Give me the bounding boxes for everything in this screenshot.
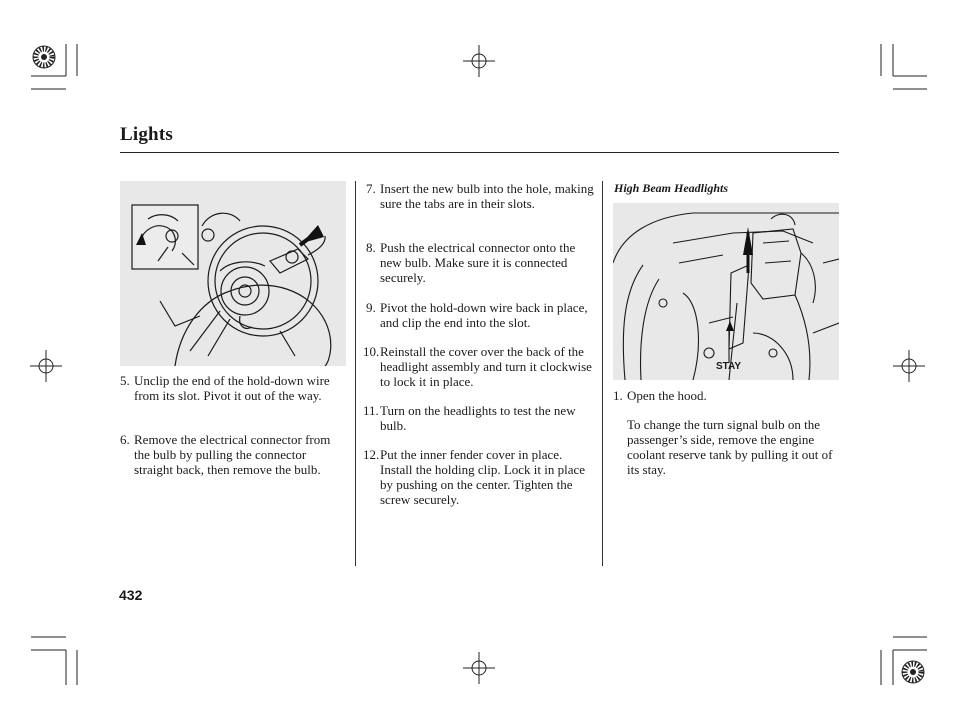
step-text: Insert the new bulb into the hole, making sure the tabs are in their slots. [380, 181, 594, 211]
step-text: Push the electrical connector onto the new bulb. Make sure it is connected securely. [380, 240, 576, 285]
turn-signal-note: To change the turn signal bulb on the passenger’s side, remove the engine coolant reserve tank by pulling it out of its stay. [627, 417, 833, 477]
step-11 [363, 403, 596, 433]
step-number: 5. [120, 373, 130, 388]
step-1 [613, 388, 838, 403]
step-number: 12. [363, 447, 380, 462]
step-text: Open the hood. [627, 388, 707, 403]
step-number: 11. [363, 403, 379, 418]
step-7 [366, 181, 596, 211]
step-number: 7. [366, 181, 376, 196]
title-divider [120, 152, 839, 153]
step-number: 1. [613, 388, 623, 403]
step-8 [366, 240, 596, 285]
coolant-tank-illustration [613, 203, 839, 380]
column-divider-2 [602, 181, 603, 566]
page-number: 432 [119, 587, 143, 603]
step-9 [366, 300, 598, 330]
step-12 [363, 447, 596, 507]
step-number: 9. [366, 300, 376, 315]
step-10 [363, 344, 596, 389]
step-text: Put the inner fender cover in place. Install the holding clip. Lock it in place by pushing on the center. Tighten the screw securely. [380, 447, 586, 507]
step-text: Pivot the hold-down wire back in place, and clip the end into the slot. [380, 300, 588, 330]
step-text: Turn on the headlights to test the new bulb. [380, 403, 576, 433]
step-number: 10. [363, 344, 380, 359]
page-title: Lights [120, 124, 173, 145]
column-divider-1 [355, 181, 356, 566]
step-text: Remove the electrical connector from the bulb by pulling the connector straight back, then remove the bulb. [134, 432, 331, 477]
step-6 [120, 432, 335, 477]
headlight-bulb-illustration [120, 181, 346, 366]
step-5 [120, 373, 335, 403]
figure-label-stay: STAY [716, 361, 742, 372]
step-text: Reinstall the cover over the back of the headlight assembly and turn it clockwise to lock it in place. [380, 344, 592, 389]
step-number: 8. [366, 240, 376, 255]
section-heading: High Beam Headlights [614, 181, 729, 195]
step-text: Unclip the end of the hold-down wire from its slot. Pivot it out of the way. [134, 373, 330, 403]
step-number: 6. [120, 432, 130, 447]
